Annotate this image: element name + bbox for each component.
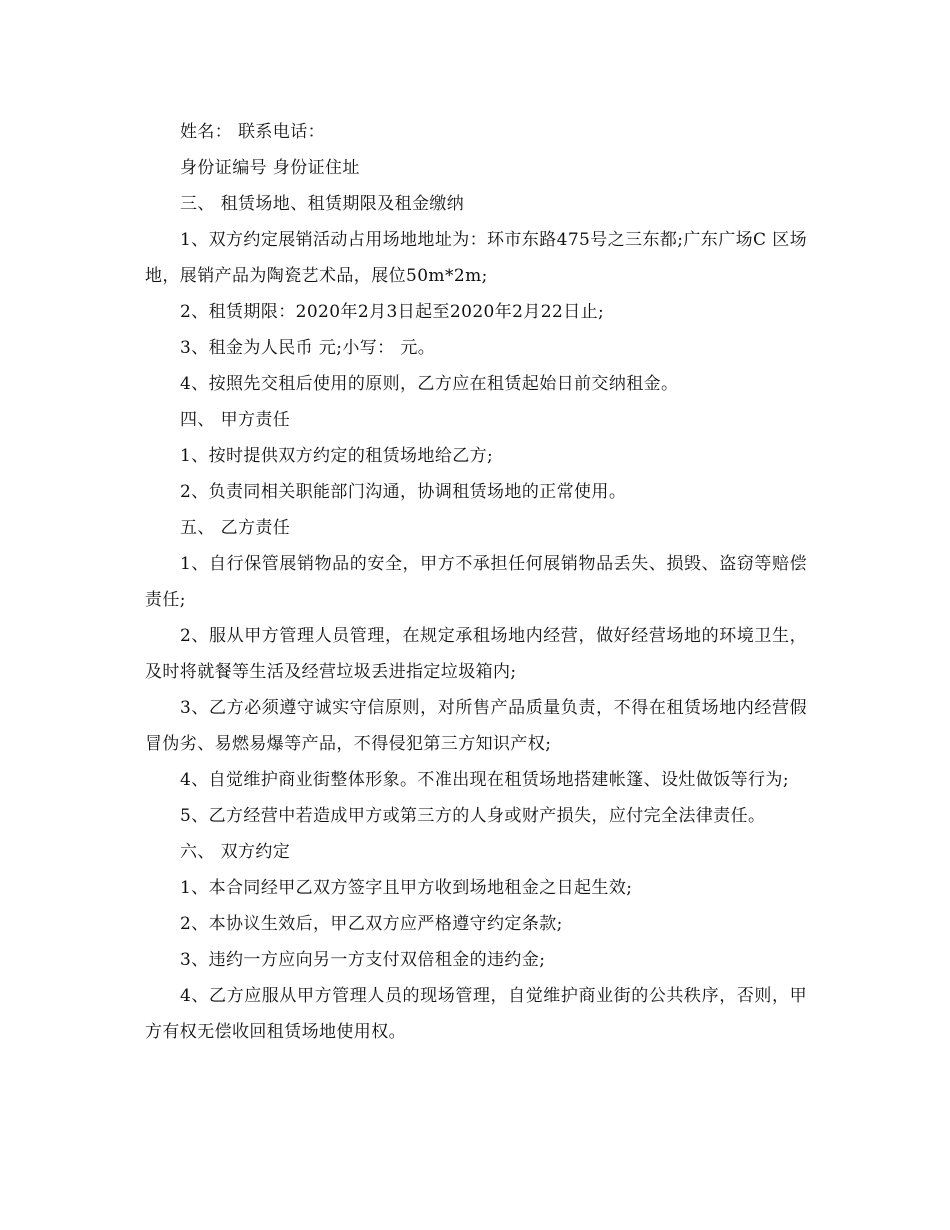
section-heading-3: 三、 租赁场地、租赁期限及租金缴纳 <box>180 194 465 214</box>
clause-3-3: 3、租金为人民币 元;小写： 元。 <box>180 338 436 358</box>
clause-6-3: 3、违约一方应向另一方支付双倍租金的违约金; <box>180 950 546 970</box>
clause-5-3: 3、乙方必须遵守诚实守信原则，对所售产品质量负责，不得在租赁场地内经营假冒伪劣、易燃易爆等产品，不得侵犯第三方知识产权; <box>145 698 807 754</box>
document-body <box>145 114 807 1050</box>
clause-3-1: 1、双方约定展销活动占用场地地址为：环市东路475号之三东都;广东广场C 区场地，展销产品为陶瓷艺术品，展位50m*2m; <box>145 230 808 286</box>
clause-5-5: 5、乙方经营中若造成甲方或第三方的人身或财产损失，应付完全法律责任。 <box>180 806 766 826</box>
contact-fields-line: 姓名： 联系电话： <box>180 122 326 142</box>
section-heading-6: 六、 双方约定 <box>180 842 291 862</box>
section-heading-4: 四、 甲方责任 <box>180 410 291 430</box>
clause-5-4: 4、自觉维护商业街整体形象。不准出现在租赁场地搭建帐篷、设灶做饭等行为; <box>180 770 789 790</box>
section-heading-5: 五、 乙方责任 <box>180 518 291 538</box>
clause-3-2: 2、租赁期限：2020年2月3日起至2020年2月22日止; <box>180 302 605 322</box>
clause-3-4: 4、按照先交租后使用的原则，乙方应在租赁起始日前交纳租金。 <box>180 374 679 394</box>
clause-5-1: 1、自行保管展销物品的安全，甲方不承担任何展销物品丢失、损毁、盗窃等赔偿责任; <box>145 554 807 610</box>
clause-6-2: 2、本协议生效后，甲乙双方应严格遵守约定条款; <box>180 914 563 934</box>
clause-4-2: 2、负责同相关职能部门沟通，协调租赁场地的正常使用。 <box>180 482 627 502</box>
clause-6-1: 1、本合同经甲乙双方签字且甲方收到场地租金之日起生效; <box>180 878 633 898</box>
clause-4-1: 1、按时提供双方约定的租赁场地给乙方; <box>180 446 494 466</box>
id-fields-line: 身份证编号 身份证住址 <box>180 158 360 178</box>
clause-5-2: 2、服从甲方管理人员管理，在规定承租场地内经营，做好经营场地的环境卫生，及时将就餐等生活及经营垃圾丢进指定垃圾箱内; <box>145 626 807 682</box>
clause-6-4: 4、乙方应服从甲方管理人员的现场管理，自觉维护商业街的公共秩序，否则，甲方有权无偿收回租赁场地使用权。 <box>145 986 807 1042</box>
